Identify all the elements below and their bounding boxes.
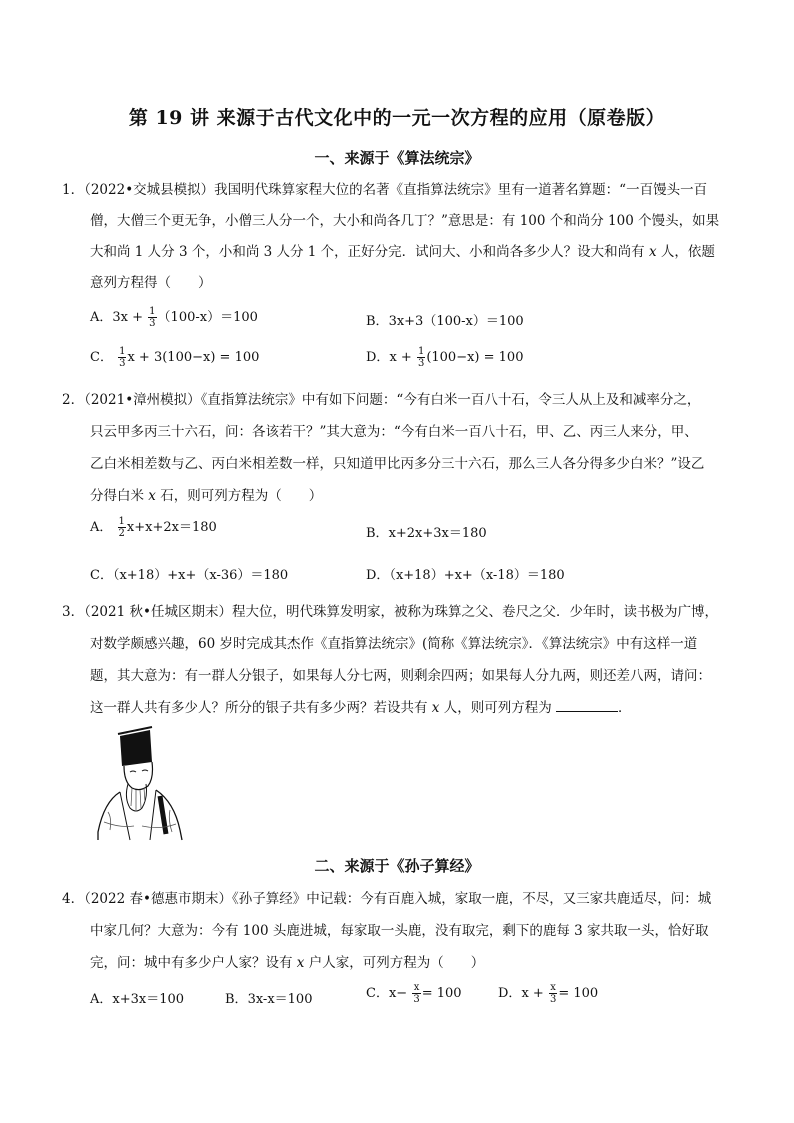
q1-line-2: 僧，大僧三个更无争，小僧三人分一个，大小和尚各几丁？”意思是：有 100 个和尚分 100 个馒头，如果 (90, 213, 720, 229)
q2-option-b[interactable]: B．x+2x+3x＝180 (366, 526, 487, 541)
q1-option-c[interactable]: C． $\frac{1}{3}$ x + 3(100−x) = 100 (90, 346, 260, 369)
q3-number: 3． (62, 604, 85, 620)
q1-number: 1． (62, 182, 85, 198)
fraction: $\frac{x}{3}$ (413, 982, 420, 1005)
q1-option-a[interactable]: A．3x + $\frac{1}{3}$ （100-x）＝100 (90, 306, 258, 329)
fraction: $\frac{1}{2}$ (118, 516, 125, 539)
q4-option-a[interactable]: A．x+3x＝100 (90, 992, 185, 1007)
q4-line-3: 完，问：城中有多少户人家？设有 x 户人家，可列方程为（ ） (90, 955, 485, 971)
q3-line-2: 对数学颇感兴趣，60 岁时完成其杰作《直指算法统宗》(简称《算法统宗》．《算法统宗》中有这样一道 (90, 636, 698, 652)
q3-line-3: 题，其大意为：有一群人分银子，如果每人分七两，则剩余四两；如果每人分九两，则还差八两，请问： (90, 668, 711, 684)
q2-option-d[interactable]: D．（x+18）+x+（x-18）＝180 (366, 568, 565, 583)
q1-line-1: 1．（2022•交城县模拟）我国明代珠算家程大位的名著《直指算法统宗》里有一道著名算题：“一百馒头一百 (62, 182, 708, 198)
q4-option-d[interactable]: D．x + $\frac{x}{3}$ = 100 (498, 982, 599, 1005)
q2-option-a[interactable]: A． $\frac{1}{2}$ x+x+2x＝180 (90, 516, 217, 539)
page-title: 第 19 讲 来源于古代文化中的一元一次方程的应用（原卷版） (128, 107, 666, 129)
section-heading-2: 二、来源于《孙子算经》 (314, 857, 480, 875)
q4-option-b[interactable]: B．3x-x＝100 (225, 992, 313, 1007)
q2-number: 2． (62, 392, 85, 408)
portrait-svg (90, 722, 190, 842)
q3-line-4: 这一群人共有多少人？所分的银子共有多少两？若设共有 x 人，则可列方程为 ． (90, 700, 632, 716)
q2-line-4: 分得白米 x 石，则可列方程为（ ） (90, 488, 323, 504)
q2-line-2: 只云甲多丙三十六石，问：各该若干？”其大意为：“今有白米一百八十石，甲、乙、丙三人来分，甲、 (90, 424, 698, 440)
q1-line-3: 大和尚 1 人分 3 个，小和尚 3 人分 1 个，正好分完．试问大、小和尚各多少人？设大和尚有 x 人，依题 (90, 244, 715, 260)
section-heading-1: 一、来源于《算法统宗》 (314, 149, 480, 167)
q4-number: 4． (62, 891, 85, 907)
q1-option-d[interactable]: D．x + $\frac{1}{3}$ (100−x) = 100 (366, 346, 524, 369)
q4-line-1: 4．（2022 春•德惠市期末）《孙子算经》中记载：今有百鹿入城，家取一鹿，不尽，又三家共鹿适尽，问：城 (62, 891, 712, 907)
portrait-illustration (90, 722, 190, 842)
q1-line-4: 意列方程得（ ） (90, 275, 212, 291)
q2-line-1: 2．（2021•漳州模拟）《直指算法统宗》中有如下问题：“今有白米一百八十石，令三人从上及和减率分之， (62, 392, 701, 408)
fraction: $\frac{1}{3}$ (417, 346, 425, 369)
fraction: $\frac{x}{3}$ (549, 982, 557, 1005)
q4-option-c[interactable]: C．x− $\frac{x}{3}$ = 100 (366, 982, 462, 1005)
q2-line-3: 乙白米相差数与乙、丙白米相差数一样，只知道甲比丙多分三十六石，那么三人各分得多少白米？”设乙 (90, 456, 705, 472)
answer-blank[interactable] (556, 699, 618, 712)
fraction: $\frac{1}{3}$ (149, 306, 156, 329)
q1-option-b[interactable]: B．3x+3（100-x）＝100 (366, 314, 524, 329)
q2-option-c[interactable]: C．（x+18）+x+（x-36）＝180 (90, 568, 289, 583)
fraction: $\frac{1}{3}$ (119, 346, 126, 369)
q3-line-1: 3．（2021 秋•任城区期末）程大位，明代珠算发明家，被称为珠算之父、卷尺之父．少年时，读书极为广博， (62, 604, 718, 620)
q4-line-2: 中家几何？大意为：今有 100 头鹿进城，每家取一头鹿，没有取完，剩下的鹿每 3 家共取一头，恰好取 (90, 923, 709, 939)
